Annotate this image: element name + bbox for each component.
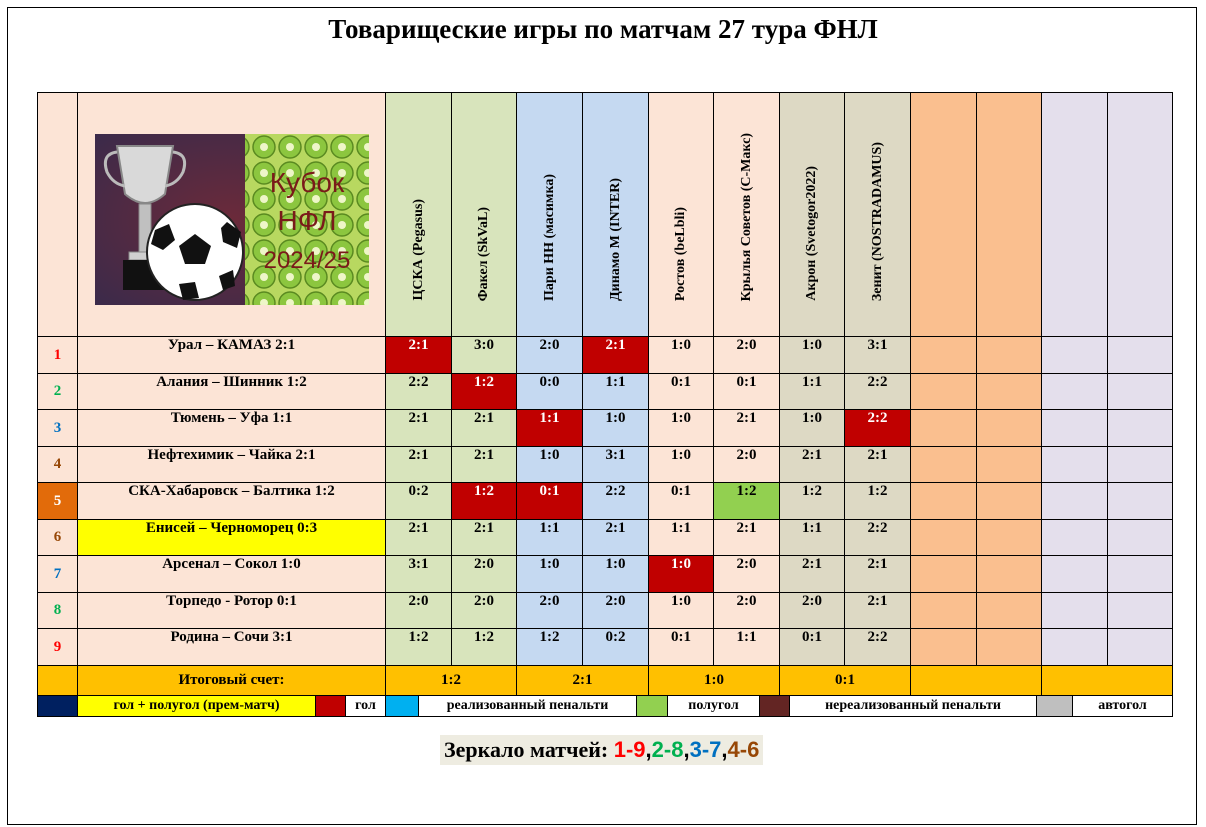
legend-swatch-gray [1037, 696, 1073, 716]
empty-cell [977, 520, 1042, 556]
column-header: ЦСКА (Pegasus) [386, 93, 452, 337]
total-label: Итоговый счет: [78, 666, 386, 696]
score-cell: 2:2 [386, 374, 452, 410]
total-empty [1042, 666, 1173, 696]
score-cell: 1:0 [583, 410, 649, 447]
empty-cell [911, 374, 977, 410]
legend-swatch-red [316, 696, 346, 716]
row-number: 5 [38, 483, 78, 520]
score-cell: 2:1 [452, 410, 517, 447]
empty-cell [1042, 629, 1108, 666]
score-cell: 2:1 [780, 556, 845, 593]
match-row [38, 629, 1173, 666]
score-cell: 2:2 [845, 410, 911, 447]
match-name: Енисей – Черноморец 0:3 [78, 520, 386, 556]
score-cell: 0:1 [517, 483, 583, 520]
empty-cell [1108, 629, 1173, 666]
score-cell: 1:2 [452, 483, 517, 520]
legend-swatch-maroon [760, 696, 790, 716]
score-cell: 3:0 [452, 337, 517, 374]
empty-cell [911, 337, 977, 374]
match-row [38, 520, 1173, 556]
total-score: 2:1 [517, 666, 649, 696]
empty-cell [1108, 483, 1173, 520]
score-cell: 2:1 [386, 410, 452, 447]
match-row [38, 556, 1173, 593]
empty-cell [1108, 337, 1173, 374]
score-cell: 0:1 [780, 629, 845, 666]
column-header: Пари НН (масимка) [517, 93, 583, 337]
cup-logo [95, 134, 369, 305]
score-cell: 2:0 [386, 593, 452, 629]
mirror-pair: 4-6 [727, 737, 760, 762]
mirror-note [440, 735, 763, 765]
row-number: 4 [38, 447, 78, 483]
column-header: Крылья Советов (С-Макс) [714, 93, 780, 337]
match-row [38, 337, 1173, 374]
score-cell: 3:1 [386, 556, 452, 593]
row-number: 7 [38, 556, 78, 593]
score-cell: 2:0 [714, 556, 780, 593]
score-cell: 2:1 [583, 337, 649, 374]
match-name: Урал – КАМАЗ 2:1 [78, 337, 386, 374]
score-cell: 2:1 [845, 593, 911, 629]
score-cell: 2:0 [714, 593, 780, 629]
score-cell: 1:0 [583, 556, 649, 593]
row-number: 9 [38, 629, 78, 666]
score-cell: 2:1 [386, 520, 452, 556]
score-cell: 2:2 [845, 374, 911, 410]
score-cell: 0:1 [649, 483, 714, 520]
score-cell: 1:0 [517, 556, 583, 593]
score-cell: 1:0 [649, 337, 714, 374]
empty-cell [1108, 593, 1173, 629]
legend-swatch-green [637, 696, 668, 716]
score-cell: 3:1 [583, 447, 649, 483]
total-score: 1:0 [649, 666, 780, 696]
empty-cell [911, 410, 977, 447]
match-row [38, 374, 1173, 410]
empty-cell [1042, 410, 1108, 447]
score-cell: 1:0 [649, 447, 714, 483]
score-cell: 2:0 [452, 556, 517, 593]
score-cell: 2:1 [780, 447, 845, 483]
empty-cell [1108, 520, 1173, 556]
score-cell: 1:1 [649, 520, 714, 556]
empty-cell [1042, 556, 1108, 593]
legend-label: полугол [668, 696, 760, 716]
score-cell: 1:0 [517, 447, 583, 483]
mirror-sep: , [721, 737, 728, 762]
empty-cell [1042, 520, 1108, 556]
empty-cell [911, 629, 977, 666]
score-cell: 2:1 [845, 447, 911, 483]
score-cell: 1:2 [452, 374, 517, 410]
empty-cell [911, 447, 977, 483]
row-number: 3 [38, 410, 78, 447]
score-cell: 1:1 [780, 520, 845, 556]
score-cell: 2:0 [714, 447, 780, 483]
corner-cell [38, 93, 78, 337]
total-corner [38, 666, 78, 696]
total-score: 1:2 [386, 666, 517, 696]
score-cell: 1:1 [517, 520, 583, 556]
column-header: Акрон (Svetogor2022) [780, 93, 845, 337]
score-cell: 1:1 [714, 629, 780, 666]
match-row [38, 593, 1173, 629]
legend-label: гол + полугол (прем-матч) [78, 696, 316, 716]
match-name: Арсенал – Сокол 1:0 [78, 556, 386, 593]
score-cell: 2:0 [452, 593, 517, 629]
logo-text-line3: 2024/25 [263, 247, 351, 274]
empty-cell [911, 520, 977, 556]
score-cell: 2:1 [386, 337, 452, 374]
match-name: Торпедо - Ротор 0:1 [78, 593, 386, 629]
score-cell: 0:0 [517, 374, 583, 410]
score-cell: 2:0 [583, 593, 649, 629]
empty-cell [1108, 374, 1173, 410]
empty-cell [1108, 556, 1173, 593]
mirror-pair: 1-9 [613, 737, 646, 762]
empty-column-header [1042, 93, 1108, 337]
score-cell: 1:2 [386, 629, 452, 666]
score-cell: 1:0 [649, 593, 714, 629]
score-cell: 1:0 [780, 337, 845, 374]
empty-cell [911, 556, 977, 593]
score-cell: 2:2 [845, 520, 911, 556]
score-cell: 1:0 [649, 556, 714, 593]
empty-cell [977, 483, 1042, 520]
legend-label: автогол [1098, 698, 1147, 713]
score-cell: 2:0 [714, 337, 780, 374]
legend-swatch-cyan [386, 696, 419, 716]
score-cell: 0:1 [714, 374, 780, 410]
mirror-pair: 2-8 [651, 737, 684, 762]
row-number: 1 [38, 337, 78, 374]
match-name: Алания – Шинник 1:2 [78, 374, 386, 410]
column-header: Факел (SkVaL) [452, 93, 517, 337]
page-title: Товарищеские игры по матчам 27 тура ФНЛ [328, 14, 878, 44]
empty-cell [1108, 447, 1173, 483]
score-cell: 1:2 [714, 483, 780, 520]
score-cell: 1:1 [583, 374, 649, 410]
score-cell: 1:2 [517, 629, 583, 666]
score-cell: 1:2 [780, 483, 845, 520]
empty-cell [977, 447, 1042, 483]
soccer-ball-icon [147, 204, 243, 300]
score-cell: 2:0 [517, 593, 583, 629]
empty-cell [1108, 410, 1173, 447]
legend-label: гол [346, 696, 386, 716]
score-cell: 3:1 [845, 337, 911, 374]
row-number: 8 [38, 593, 78, 629]
mirror-pair: 3-7 [689, 737, 722, 762]
total-score: 0:1 [780, 666, 911, 696]
empty-column-header [977, 93, 1042, 337]
match-row [38, 410, 1173, 447]
mirror-sep: , [683, 737, 690, 762]
score-cell: 2:1 [452, 447, 517, 483]
logo-text-line1: Кубок [269, 167, 345, 198]
score-cell: 1:1 [780, 374, 845, 410]
match-name: Нефтехимик – Чайка 2:1 [78, 447, 386, 483]
empty-cell [911, 593, 977, 629]
legend-label: реализованный пенальти [419, 696, 637, 716]
empty-cell [977, 556, 1042, 593]
mirror-label: Зеркало матчей: [444, 737, 609, 762]
column-header: Динамо М (INTER) [583, 93, 649, 337]
empty-cell [1042, 593, 1108, 629]
legend [37, 695, 1173, 717]
match-name: Родина – Сочи 3:1 [78, 629, 386, 666]
row-number: 6 [38, 520, 78, 556]
mirror-sep: , [645, 737, 652, 762]
score-cell: 2:1 [714, 520, 780, 556]
score-cell: 2:1 [386, 447, 452, 483]
total-empty [911, 666, 1042, 696]
score-cell: 1:1 [517, 410, 583, 447]
match-row [38, 447, 1173, 483]
score-cell: 2:1 [583, 520, 649, 556]
score-cell: 2:1 [845, 556, 911, 593]
empty-cell [977, 337, 1042, 374]
legend-swatch-navy [38, 696, 78, 716]
empty-cell [977, 410, 1042, 447]
match-name: Тюмень – Уфа 1:1 [78, 410, 386, 447]
score-cell: 2:1 [714, 410, 780, 447]
match-row [38, 483, 1173, 520]
score-cell: 2:0 [780, 593, 845, 629]
match-name: СКА-Хабаровск – Балтика 1:2 [78, 483, 386, 520]
score-cell: 0:2 [386, 483, 452, 520]
total-row [38, 666, 1173, 696]
score-cell: 1:2 [452, 629, 517, 666]
score-cell: 0:2 [583, 629, 649, 666]
logo-text-line2: НФЛ [277, 205, 337, 236]
empty-cell [911, 483, 977, 520]
score-cell: 0:1 [649, 374, 714, 410]
empty-column-header [1108, 93, 1173, 337]
legend-label: нереализованный пенальти [790, 696, 1037, 716]
empty-cell [977, 629, 1042, 666]
empty-cell [1042, 483, 1108, 520]
row-number: 2 [38, 374, 78, 410]
score-cell: 2:0 [517, 337, 583, 374]
score-cell: 0:1 [649, 629, 714, 666]
empty-cell [1042, 447, 1108, 483]
column-header: Ростов (beLbli) [649, 93, 714, 337]
empty-cell [977, 593, 1042, 629]
empty-column-header [911, 93, 977, 337]
empty-cell [1042, 374, 1108, 410]
score-cell: 2:2 [583, 483, 649, 520]
score-cell: 2:2 [845, 629, 911, 666]
score-cell: 1:2 [845, 483, 911, 520]
empty-cell [1042, 337, 1108, 374]
column-header: Зенит (NOSTRADAMUS) [845, 93, 911, 337]
score-cell: 1:0 [649, 410, 714, 447]
empty-cell [977, 374, 1042, 410]
score-cell: 2:1 [452, 520, 517, 556]
score-cell: 1:0 [780, 410, 845, 447]
